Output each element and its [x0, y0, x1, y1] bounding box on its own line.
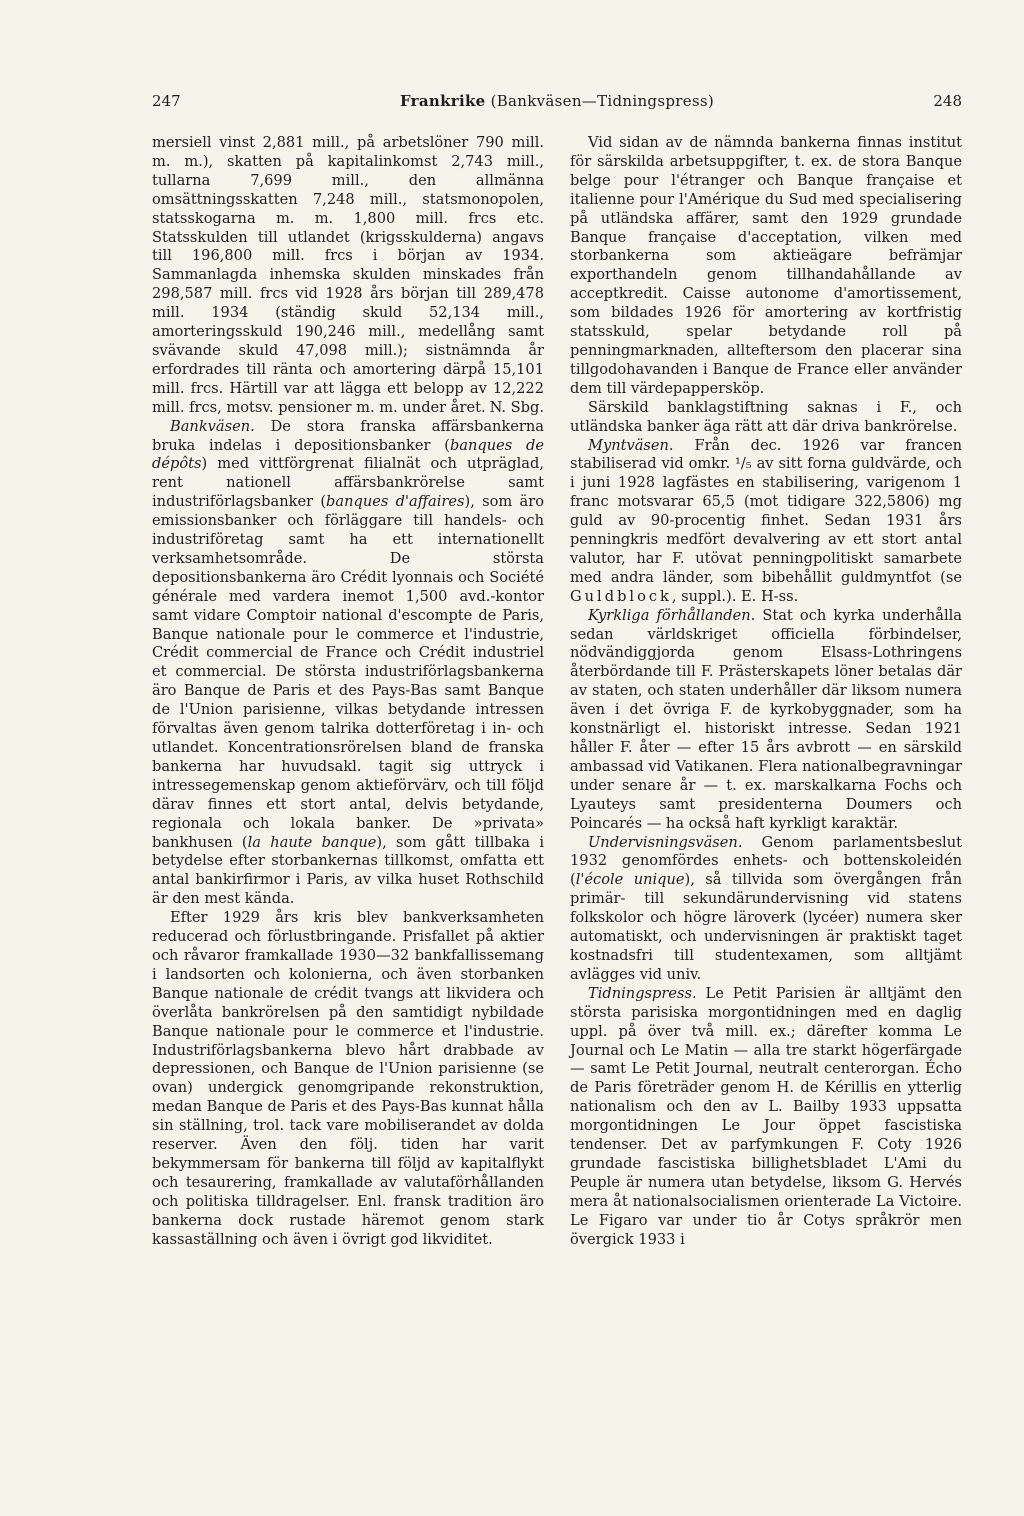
text: , suppl.). E. H-ss. [671, 587, 799, 605]
text: Genom parlamentsbeslut 1932 genomfördes enhets- och bottenskoleidén ( [570, 833, 962, 889]
text: ), som äro emissionsbanker och förläggare till handels- och industriföretag samt ha ett internationellt verksamhetsområde. De största depositionsbankerna äro Crédit lyonnais och Société générale med vardera inemot 1,500 avd.-kontor samt vidare Comptoir national d'escompte de Paris, Banque nationale pour le commerce et l'industrie, Crédit commercial de France och Crédit industriel et commercial. De största industriförlagsbankerna äro Banque de Paris et des Pays-Bas samt Banque de l'Union parisienne, vilkas betydande intressen förvaltas även genom talrika dotterföretag i in- och utlandet. Koncentrationsrörelsen bland de franska bankerna har huvudsakl. tagit sig uttryck i intressegemenskap genom aktieförvärv, och till följd därav finnes ett stort antal, delvis betydande, regionala och lokala banker. De »privata» bankhusen ( [152, 493, 544, 851]
left-column [152, 134, 544, 1249]
paragraph-banklaw: Särskild banklagstiftning saknas i F., och utländska banker äga rätt att där driva bankrörelse. [570, 398, 962, 435]
paragraph-finance-text: mersiell vinst 2,881 mill., på arbetslöner 790 mill. m. m.), skatten på kapitalinkomst 2,743 mill., tullarna 7,699 mill., den allmänna omsättningsskatten 7,248 mill., statsmonopolen, statsskogarna m. m. 1,800 mill. frcs etc. Statsskulden till utlandet (krigsskulderna) angavs till 196,800 mill. frcs i början av 1934. Sammanlagda inhemska skulden minskades från 298,587 mill. frcs vid 1928 års början till 289,478 mill. 1934 (ständig skuld 52,134 mill., amorteringsskuld 190,246 mill., medellång samt svävande skuld 47,098 mill.); sistnämnda år erfordrades till ränta och amortering därpå 15,101 mill. frcs. Härtill var att lägga ett belopp av 12,222 mill. frcs, motsv. pensioner m. m. under året. [152, 134, 544, 416]
section-heading-undervisning: Undervisningsväsen. [588, 833, 743, 851]
section-heading-tidningspress: Tidningspress. [588, 984, 697, 1002]
section-heading-bankvasen: Bankväsen. [170, 417, 255, 435]
cross-reference: Guldblock [570, 587, 672, 605]
page-header [152, 92, 962, 116]
right-column [570, 134, 962, 1249]
page-number-left: 247 [152, 92, 181, 110]
paragraph-bankvasen [152, 418, 544, 910]
text: Från dec. 1926 var francen stabiliserad vid omkr. ¹/₅ av sitt forna guldvärde, och i juni 1928 lagfästes en stabilisering, varigenom 1 franc motsvarar 65,5 (mot tidigare 322,5806) mg guld av 90-procentig finhet. Sedan 1931 års penningkris medfört devalvering av ett stort antal valutor, har F. utövat penningpolitiskt samarbete med andra länder, som bibehållit guldmyntfot (se [570, 436, 962, 586]
italic-term: la haute banque [247, 833, 377, 851]
running-title-main: Frankrike [399, 92, 486, 110]
paragraph-finance [152, 134, 544, 418]
italic-term: l'école unique [575, 871, 685, 889]
paragraph-crisis: Efter 1929 års kris blev bankverksamheten reducerad och förlustbringande. Prisfallet på aktier och råvaror framkallade 1930—32 bankfallissemang i landsorten och kolonierna, och även storbanken Banque nationale de crédit tvangs att likvidera och överlåta bankrörelsen på den samtidigt nybildade Banque nationale pour le commerce et l'industrie. Industriförlagsbankerna blevo hårt drabbade av depressionen, och Banque de l'Union parisienne (se ovan) undergick genomgripande rekonstruktion, medan Banque de Paris et des Pays-Bas kunnat hålla sin ställning, trol. tack vare mobiliserandet av dolda reserver. Även den följ. tiden har varit bekymmersam för bankerna till följd av kapitalflykt och tesaurering, framkallade av valutaförhållanden och politiska tilldragelser. Enl. fransk tradition äro bankerna dock rustade häremot genom stark kassaställning och även i övrigt god likviditet. [152, 909, 544, 1248]
text: ), så tillvida som övergången från primär- till sekundärundervisning vid statens folkskolor och högre läroverk (lycéer) numera sker automatiskt, och undervisningen är praktiskt taget kostnadsfri till studentexamen, som alltjämt avlägges vid univ. [570, 871, 963, 983]
author-signature: N. Sbg. [489, 398, 544, 416]
italic-term: banques de dépôts [152, 436, 544, 473]
paragraph-institutes: Vid sidan av de nämnda bankerna finnas institut för särskilda arbetsuppgifter, t. ex. de stora Banque belge pour l'étranger och Banque française et italienne pour l'Amérique du Sud med specialisering på utländska affärer, samt den 1929 grundade Banque française d'acceptation, vilken med storbankerna som aktieägare befrämjar exporthandeln genom tillhandahållande av acceptkredit. Caisse autonome d'amortissement, som bildades 1926 för amortering av kortfristig statsskuld, spelar betydande roll på penningmarknaden, allteftersom den placerar sina tillgodohavanden i Banque de France eller använder dem till värdepappersköp. [570, 134, 962, 397]
italic-term: banques d'affaires [326, 493, 465, 511]
text: ), som gått tillbaka i betydelse efter storbankernas tillkomst, omfatta ett antal bankirfirmor i Paris, av vilka huset Rothschild är den mest kända. [152, 833, 544, 908]
paragraph-kyrkliga [570, 607, 962, 834]
text: Stat och kyrka underhålla sedan världskriget officiella förbindelser, nödvändiggjorda genom Elsass-Lothringens återbördande till F. Prästerskapets löner betalas där av staten, och staten underhåller där liksom numera även i det övriga F. de kyrkobyggnader, som ha konstnärligt el. historiskt intresse. Sedan 1921 håller F. åter — efter 15 års avbrott — en särskild ambassad vid Vatikanen. Flera nationalbegravningar under senare år — t. ex. marskalkarna Fochs och Lyauteys samt presidenterna Doumers och Poincarés — ha också haft kyrkligt karaktär. [570, 606, 962, 832]
text: ) med vittförgrenat filialnät och utpräglad, rent nationell affärsbankrörelse samt industriförlagsbanker ( [152, 455, 544, 511]
text: Le Petit Parisien är alltjämt den största parisiska morgontidningen med en daglig uppl. på över två mill. ex.; därefter komma Le Journal och Le Matin — alla tre starkt högerfärgade — samt Le Petit Journal, neutralt centerorgan. Écho de Paris företräder genom H. de Kérillis en ytterlig nationalism och den av L. Bailby 1933 uppsatta morgontidningen Le Jour öppet fascistiska tendenser. Det av parfymkungen F. Coty 1926 grundade fascistiska billighetsbladet L'Ami du Peuple är numera utan betydelse, liksom G. Hervés mera åt nationalsocialismen orienterade La Victoire. Le Figaro var under tio år Cotys språkrör men övergick 1933 i [570, 984, 962, 1248]
running-title [152, 92, 962, 110]
page-number-right: 248 [933, 92, 962, 110]
paragraph-undervisning [570, 834, 962, 985]
running-title-sub: (Bankväsen—Tidningspress) [485, 92, 715, 110]
section-heading-kyrkliga: Kyrkliga förhållanden. [588, 606, 756, 624]
paragraph-tidningspress [570, 985, 962, 1250]
section-heading-myntvasen: Myntväsen. [588, 436, 674, 454]
text: De stora franska affärsbankerna bruka indelas i depositionsbanker ( [152, 417, 544, 454]
paragraph-myntvasen [570, 437, 962, 607]
